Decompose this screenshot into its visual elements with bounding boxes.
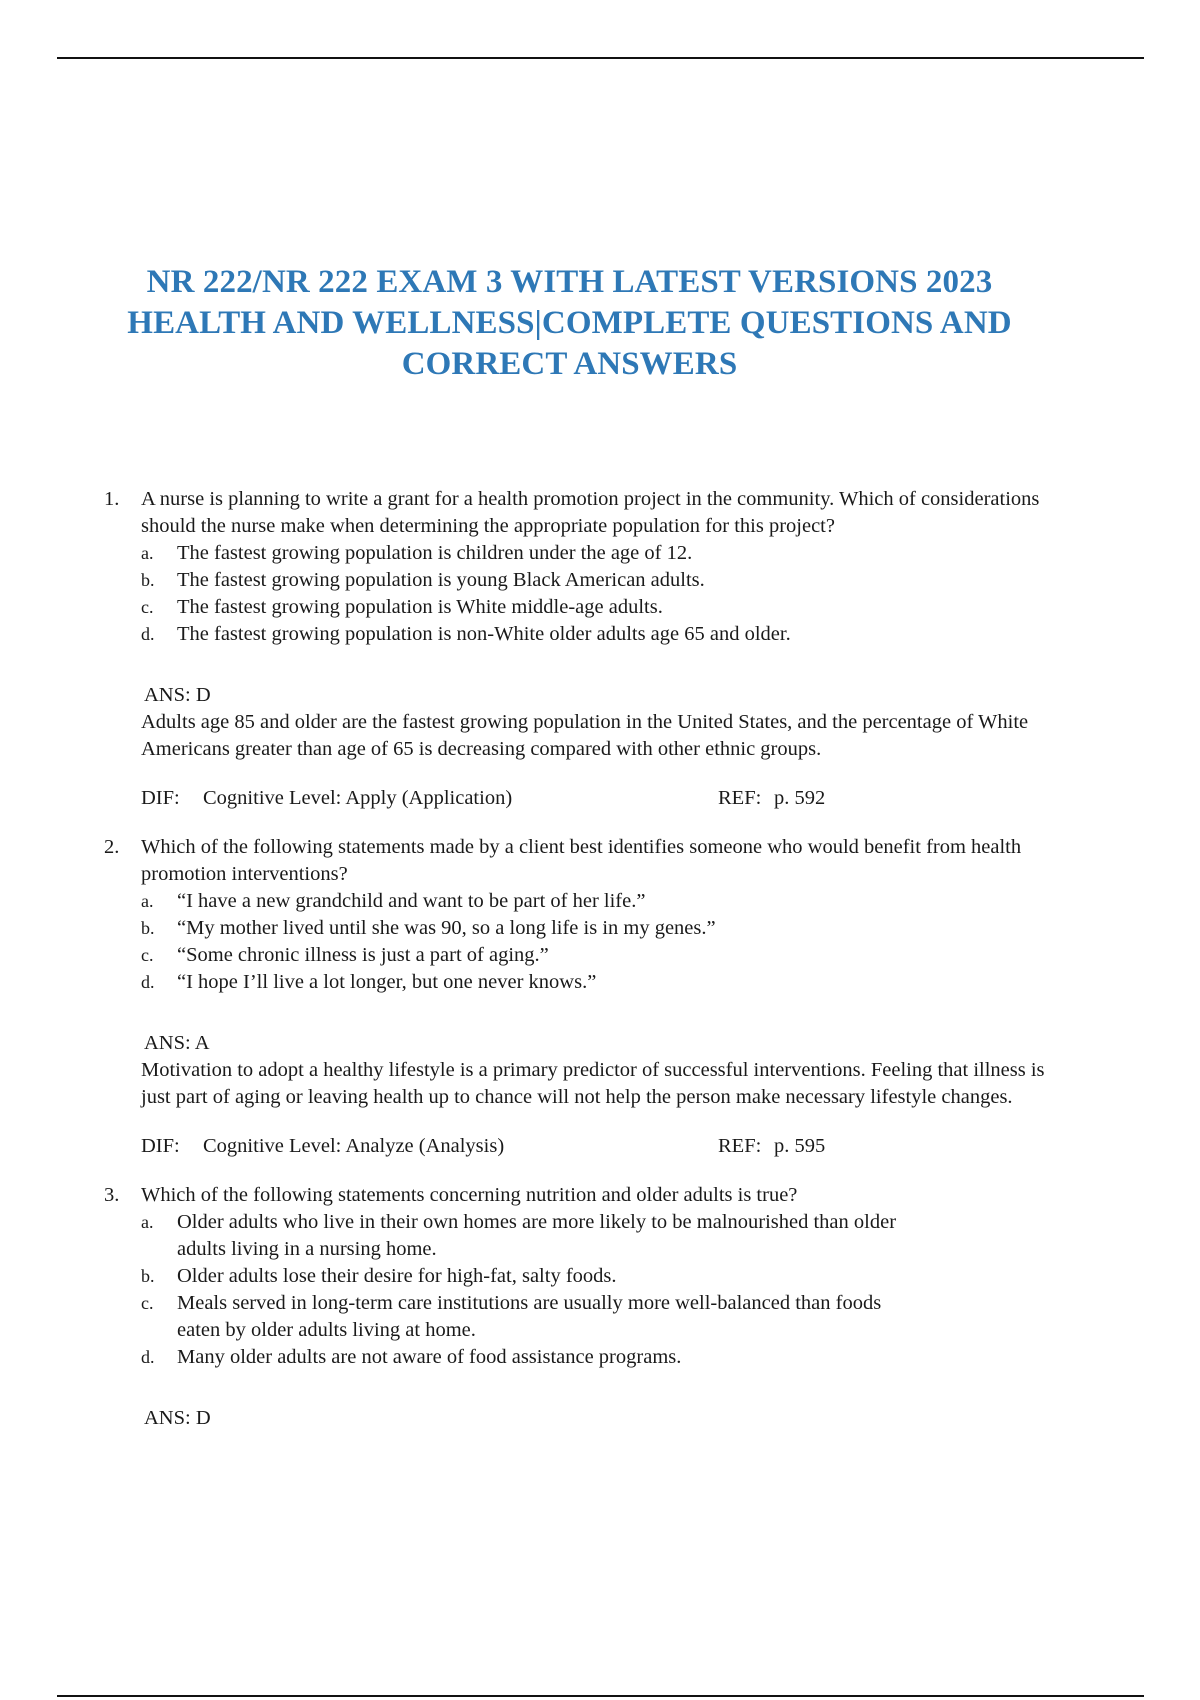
ref-label: REF:	[718, 787, 762, 809]
option-d	[104, 621, 1064, 648]
option-text: “I have a new grandchild and want to be part of her life.”	[177, 890, 646, 912]
option-b	[104, 915, 1064, 942]
spacer	[104, 812, 1064, 834]
rationale-text: Adults age 85 and older are the fastest growing population in the United States, and the percentage of White Americans greater than age of 65 is decreasing compared with other ethnic groups.	[141, 711, 1029, 760]
option-text: Meals served in long-term care institutions are usually more well-balanced than foods eaten by older adults living at home.	[177, 1292, 882, 1341]
rationale-text: Motivation to adopt a healthy lifestyle is a primary predictor of successful interventions. Feeling that illness is just part of aging or leaving health up to chance will not help the person make necessary lifestyle changes.	[141, 1059, 1045, 1108]
answer-block	[104, 1030, 1064, 1111]
option-letter: b.	[141, 570, 155, 590]
option-c	[104, 942, 1064, 969]
question-stem	[104, 486, 1064, 540]
question-text: Which of the following statements concerning nutrition and older adults is true?	[141, 1184, 798, 1206]
option-letter: d.	[141, 972, 155, 992]
option-text: The fastest growing population is young Black American adults.	[177, 569, 705, 591]
question-stem	[104, 834, 1064, 888]
option-c	[104, 594, 1064, 621]
answer-key: ANS: D	[144, 1407, 211, 1429]
question-text: A nurse is planning to write a grant for a health promotion project in the community. Which of considerations should the nurse make when determining the appropriate population for this project?	[141, 488, 1040, 537]
dif-value: Cognitive Level: Apply (Application)	[203, 787, 513, 809]
option-a	[104, 888, 1064, 915]
option-d	[104, 1344, 904, 1371]
difficulty-reference-row	[104, 785, 1064, 812]
option-text: “I hope I’ll live a lot longer, but one never knows.”	[177, 971, 597, 993]
spacer	[104, 1111, 1064, 1133]
option-text: Older adults who live in their own homes are more likely to be malnourished than older adults living in a nursing home.	[177, 1211, 897, 1260]
option-text: Older adults lose their desire for high-fat, salty foods.	[177, 1265, 617, 1287]
option-letter: a.	[141, 1212, 154, 1232]
question-stem	[104, 1182, 1064, 1209]
question-text: Which of the following statements made by a client best identifies someone who would benefit from health promotion interventions?	[141, 836, 1022, 885]
option-letter: b.	[141, 1266, 155, 1286]
option-c	[104, 1290, 904, 1344]
question-number: 2.	[104, 836, 120, 858]
header-rule	[57, 57, 1144, 59]
answer-block	[104, 1405, 1064, 1432]
option-letter: d.	[141, 624, 155, 644]
dif-label: DIF:	[141, 787, 180, 809]
answer-block	[104, 682, 1064, 763]
option-text: “Some chronic illness is just a part of aging.”	[177, 944, 549, 966]
title-line-1: NR 222/NR 222 EXAM 3 WITH LATEST VERSIONS 2023	[146, 264, 993, 300]
option-list	[104, 540, 1064, 648]
dif-label: DIF:	[141, 1135, 180, 1157]
question-number: 1.	[104, 488, 120, 510]
option-text: Many older adults are not aware of food assistance programs.	[177, 1346, 682, 1368]
spacer	[104, 648, 1064, 682]
option-letter: a.	[141, 543, 154, 563]
option-letter: a.	[141, 891, 154, 911]
option-text: “My mother lived until she was 90, so a long life is in my genes.”	[177, 917, 716, 939]
option-a	[104, 1209, 904, 1263]
dif-value: Cognitive Level: Analyze (Analysis)	[203, 1135, 505, 1157]
option-letter: b.	[141, 918, 155, 938]
spacer	[104, 996, 1064, 1030]
difficulty-reference-row	[104, 1133, 1064, 1160]
question-list	[104, 486, 1064, 1432]
option-text: The fastest growing population is children under the age of 12.	[177, 542, 693, 564]
option-letter: c.	[141, 945, 154, 965]
title-line-2: HEALTH AND WELLNESS|COMPLETE QUESTIONS AND	[127, 305, 1012, 341]
option-d	[104, 969, 1064, 996]
ref-value: p. 595	[774, 1135, 826, 1157]
spacer	[104, 1371, 1064, 1405]
option-b	[104, 1263, 904, 1290]
option-letter: c.	[141, 597, 154, 617]
option-letter: d.	[141, 1347, 155, 1367]
ref-label: REF:	[718, 1135, 762, 1157]
option-text: The fastest growing population is non-White older adults age 65 and older.	[177, 623, 791, 645]
option-text: The fastest growing population is White middle-age adults.	[177, 596, 663, 618]
spacer	[104, 1160, 1064, 1182]
question-2	[104, 834, 1064, 1160]
question-1	[104, 486, 1064, 812]
option-list	[104, 888, 1064, 996]
option-b	[104, 567, 1064, 594]
option-a	[104, 540, 1064, 567]
question-number: 3.	[104, 1184, 120, 1206]
answer-key: ANS: D	[144, 684, 211, 706]
question-3	[104, 1182, 1064, 1432]
document-title	[57, 262, 1082, 385]
answer-key: ANS: A	[144, 1032, 210, 1054]
footer-rule	[57, 1695, 1144, 1697]
option-letter: c.	[141, 1293, 154, 1313]
title-line-3: CORRECT ANSWERS	[401, 346, 738, 382]
spacer	[104, 763, 1064, 785]
ref-value: p. 592	[774, 787, 826, 809]
option-list	[104, 1209, 1064, 1371]
